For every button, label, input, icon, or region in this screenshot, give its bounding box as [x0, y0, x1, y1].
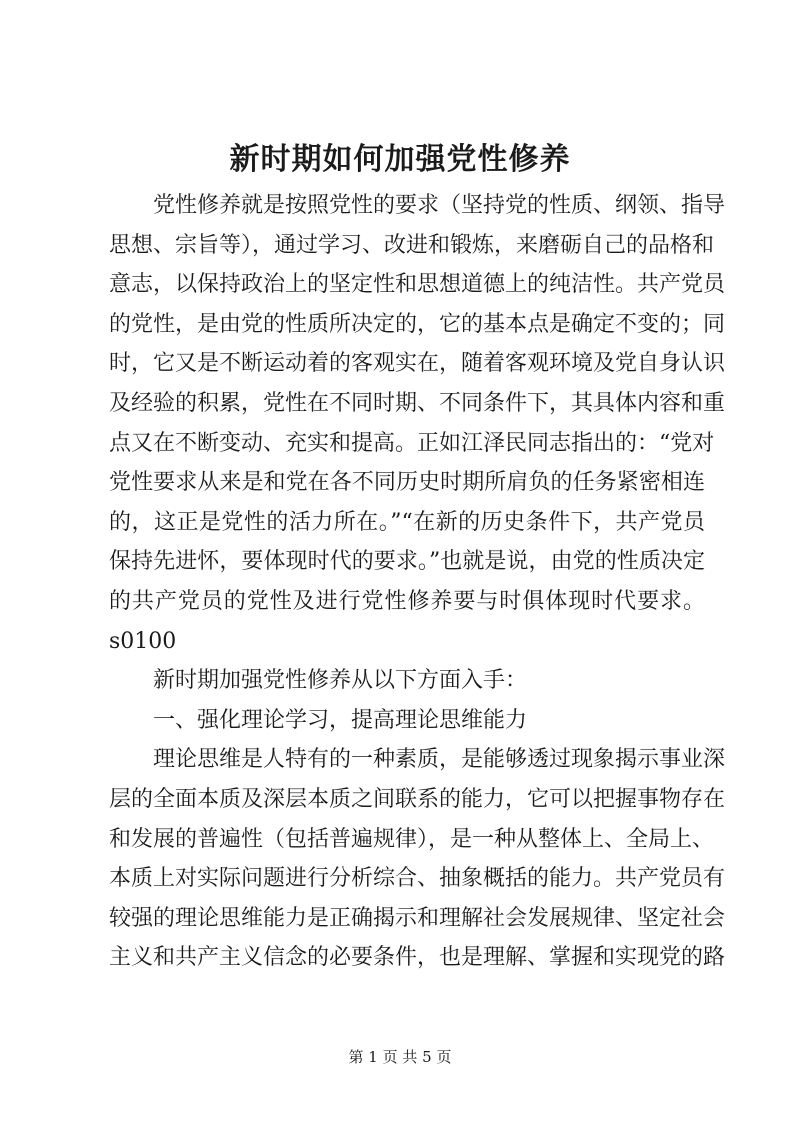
page-number-footer: 第 1 页 共 5 页	[348, 1048, 452, 1066]
paragraph-line: 思想、宗旨等），通过学习、改进和锻炼，来磨砺自己的品格和	[109, 232, 715, 258]
paragraph-line: 主义和共产主义信念的必要条件，也是理解、掌握和实现党的路	[109, 945, 726, 971]
paragraph-line: 的党性，是由党的性质所决定的，它的基本点是确定不变的；同	[109, 311, 726, 337]
paragraph-line: 点又在不断变动、充实和提高。正如江泽民同志指出的：“党对	[109, 430, 715, 456]
paragraph-line: 意志，以保持政治上的坚定性和思想道德上的纯洁性。共产党员	[109, 272, 726, 298]
document-body	[109, 186, 726, 978]
paragraph-line: 和发展的普遍性（包括普遍规律），是一种从整体上、全局上、	[109, 826, 715, 852]
paragraph-line: 较强的理论思维能力是正确揭示和理解社会发展规律、坚定社会	[109, 905, 726, 931]
paragraph-line: 的共产党员的党性及进行党性修养要与时俱体现时代要求。	[109, 588, 705, 614]
paragraph-line: 党性要求从来是和党在各不同历史时期所肩负的任务紧密相连	[109, 470, 705, 496]
paragraph-line: 时，它又是不断运动着的客观实在，随着客观环境及党自身认识	[109, 351, 726, 377]
paragraph-line: 新时期加强党性修养从以下方面入手：	[153, 668, 528, 694]
paragraph-line: 本质上对实际问题进行分析综合、抽象概括的能力。共产党员有	[109, 866, 726, 892]
page-title: 新时期如何加强党性修养	[229, 142, 571, 177]
section-heading: 一、强化理论学习，提高理论思维能力	[153, 707, 528, 733]
paragraph-line: 保持先进怀，要体现时代的要求。”也就是说，由党的性质决定	[109, 549, 705, 575]
paragraph-line: 及经验的积累，党性在不同时期、不同条件下，其具体内容和重	[109, 390, 726, 416]
paragraph-line: 的，这正是党性的活力所在。”“在新的历史条件下，共产党员	[109, 509, 705, 535]
paragraph-line: 党性修养就是按照党性的要求（坚持党的性质、纲领、指导	[153, 193, 726, 218]
paragraph-line: s0100	[109, 628, 177, 654]
paragraph-line: 层的全面本质及深层本质之间联系的能力，它可以把握事物存在	[109, 786, 726, 812]
paragraph-line: 理论思维是人特有的一种素质，是能够透过现象揭示事业深	[153, 747, 726, 773]
